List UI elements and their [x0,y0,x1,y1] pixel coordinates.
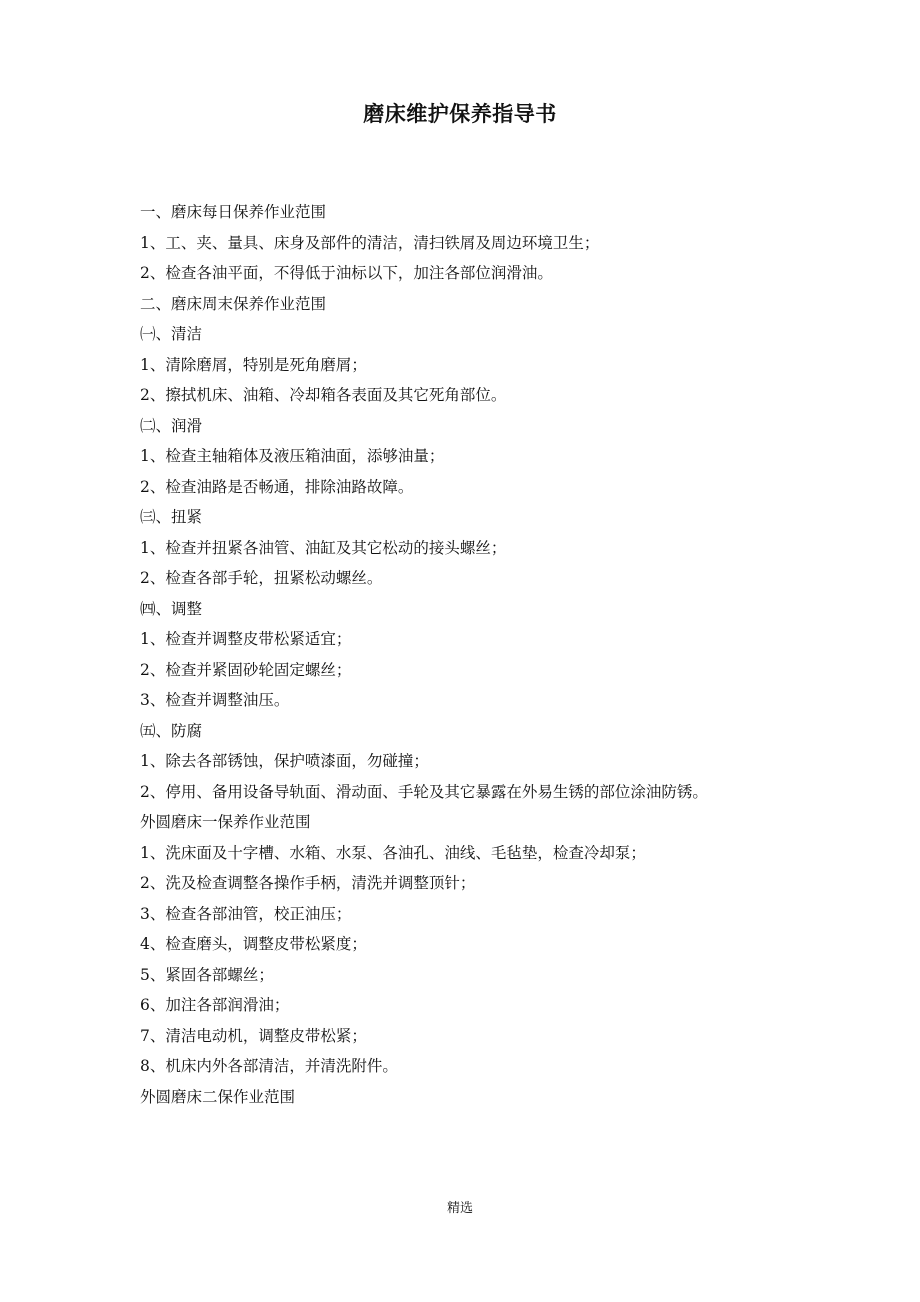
subsection-heading: ㈤、防腐 [140,721,203,740]
list-item: 1、检查主轴箱体及液压箱油面，添够油量； [140,447,445,465]
subsection-heading: ㈡、润滑 [140,416,203,435]
list-item: 2、检查各油平面，不得低于油标以下，加注各部位润滑油。 [140,264,553,282]
list-item: 2、检查各部手轮，扭紧松动螺丝。 [140,569,383,587]
list-item: 2、擦拭机床、油箱、冷却箱各表面及其它死角部位。 [140,386,507,404]
list-item: 2、检查并紧固砂轮固定螺丝； [140,660,352,679]
document-body [140,197,800,1112]
list-item: 1、检查并扭紧各油管、油缸及其它松动的接头螺丝； [140,538,507,557]
subsection-heading: ㈢、扭紧 [140,508,203,526]
list-item: 5、紧固各部螺丝； [140,965,274,984]
list-item: 1、除去各部锈蚀，保护喷漆面，勿碰撞； [140,752,429,770]
list-item: 1、检查并调整皮带松紧适宜； [140,630,352,648]
section-heading: 外圆磨床一保养作业范围 [140,813,311,831]
document-title: 磨床维护保养指导书 [363,102,557,126]
list-item: 1、洗床面及十字槽、水箱、水泵、各油孔、油线、毛毡垫，检查冷却泵； [140,843,646,862]
list-item: 2、检查油路是否畅通，排除油路故障。 [140,477,414,496]
list-item: 3、检查各部油管，校正油压； [140,904,352,923]
list-item: 4、检查磨头，调整皮带松紧度； [140,935,367,953]
page-footer: 精选 [446,1201,473,1216]
section-heading: 外圆磨床二保作业范围 [140,1087,296,1106]
list-item: 2、洗及检查调整各操作手柄，清洗并调整顶针； [140,874,476,892]
subsection-heading: ㈠、清洁 [140,325,203,343]
list-item: 7、清洁电动机，调整皮带松紧； [140,1026,367,1045]
list-item: 2、停用、备用设备导轨面、滑动面、手轮及其它暴露在外易生锈的部位涂油防锈。 [140,782,708,801]
section-heading: 一、磨床每日保养作业范围 [140,203,327,221]
subsection-heading: ㈣、调整 [140,599,203,618]
list-item: 6、加注各部润滑油； [140,996,290,1014]
list-item: 8、机床内外各部清洁，并清洗附件。 [140,1057,398,1075]
section-heading: 二、磨床周末保养作业范围 [140,294,327,313]
list-item: 1、清除磨屑，特别是死角磨屑； [140,355,367,374]
list-item: 1、工、夹、量具、床身及部件的清洁，清扫铁屑及周边环境卫生； [140,233,600,252]
list-item: 3、检查并调整油压。 [140,691,290,709]
